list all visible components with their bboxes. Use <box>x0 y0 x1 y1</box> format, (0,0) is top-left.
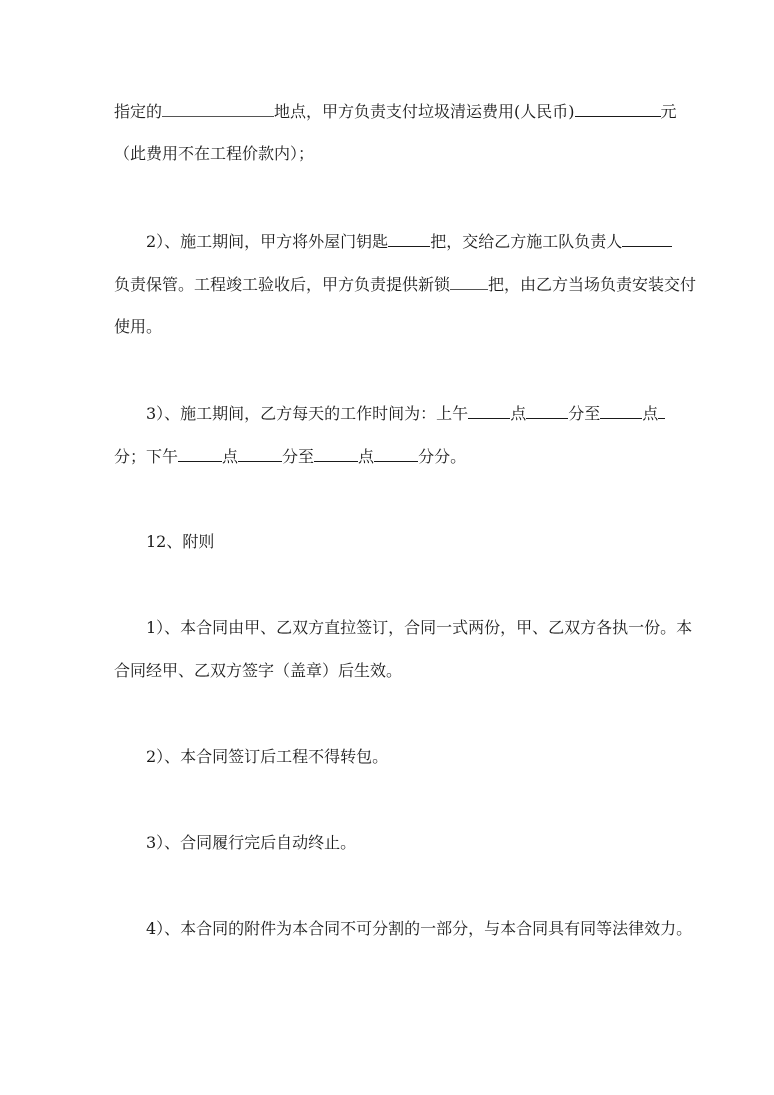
text-segment: 分至 <box>282 447 315 466</box>
text-segment: 分至 <box>568 404 601 423</box>
paragraph-line: 1）、本合同由甲、乙双方直拉签订，合同一式两份，甲、乙双方各执一份。本 <box>146 618 693 637</box>
text-segment: 3）、施工期间，乙方每天的工作时间为：上午 <box>146 404 469 423</box>
text-segment: 点 <box>642 404 659 423</box>
section-heading: 12、附则 <box>146 532 215 551</box>
am-start-hour-blank[interactable] <box>468 402 510 419</box>
text-segment: 地点，甲方负责支付垃圾清运费用(人民币) <box>274 102 575 121</box>
fee-amount-blank[interactable] <box>575 100 661 117</box>
text-segment: 2）、施工期间，甲方将外屋门钥匙 <box>146 232 389 251</box>
paragraph-line <box>114 273 696 295</box>
pm-start-hour-blank[interactable] <box>178 445 222 462</box>
paragraph-line <box>146 402 665 424</box>
team-leader-blank[interactable] <box>622 230 672 247</box>
lock-count-blank[interactable] <box>450 273 488 290</box>
paragraph-line: 2）、本合同签订后工程不得转包。 <box>146 747 389 766</box>
text-segment: 元 <box>660 102 677 121</box>
paragraph-line: 3）、合同履行完后自动终止。 <box>146 833 357 852</box>
text-segment: 分；下午 <box>114 447 179 466</box>
pm-start-minute-blank[interactable] <box>238 445 282 462</box>
pm-end-minute-blank[interactable] <box>374 445 418 462</box>
text-segment: （此费用不在工程价款内）； <box>114 144 315 163</box>
text-segment: 指定的 <box>114 102 163 121</box>
text-segment: 把，由乙方当场负责安装交付 <box>488 275 697 294</box>
paragraph-line <box>114 316 162 338</box>
am-end-minute-blank[interactable] <box>658 402 665 419</box>
key-count-blank[interactable] <box>388 230 430 247</box>
text-segment: 分分。 <box>418 447 467 466</box>
am-end-hour-blank[interactable] <box>600 402 642 419</box>
text-segment: 把，交给乙方施工队负责人 <box>430 232 623 251</box>
pm-end-hour-blank[interactable] <box>314 445 358 462</box>
location-blank[interactable] <box>162 100 274 117</box>
paragraph-line <box>146 230 672 252</box>
text-segment: 点 <box>222 447 239 466</box>
paragraph-line: 4）、本合同的附件为本合同不可分割的一部分，与本合同具有同等法律效力。 <box>146 919 693 938</box>
am-start-minute-blank[interactable] <box>526 402 568 419</box>
text-segment: 点 <box>510 404 527 423</box>
paragraph-line <box>114 100 677 122</box>
paragraph-line: 合同经甲、乙双方签字（盖章）后生效。 <box>114 661 403 680</box>
text-segment: 负责保管。工程竣工验收后，甲方负责提供新锁 <box>114 275 451 294</box>
text-segment: 点 <box>358 447 375 466</box>
paragraph-line <box>114 143 314 165</box>
paragraph-line <box>114 445 466 467</box>
text-segment: 使用。 <box>114 317 163 336</box>
